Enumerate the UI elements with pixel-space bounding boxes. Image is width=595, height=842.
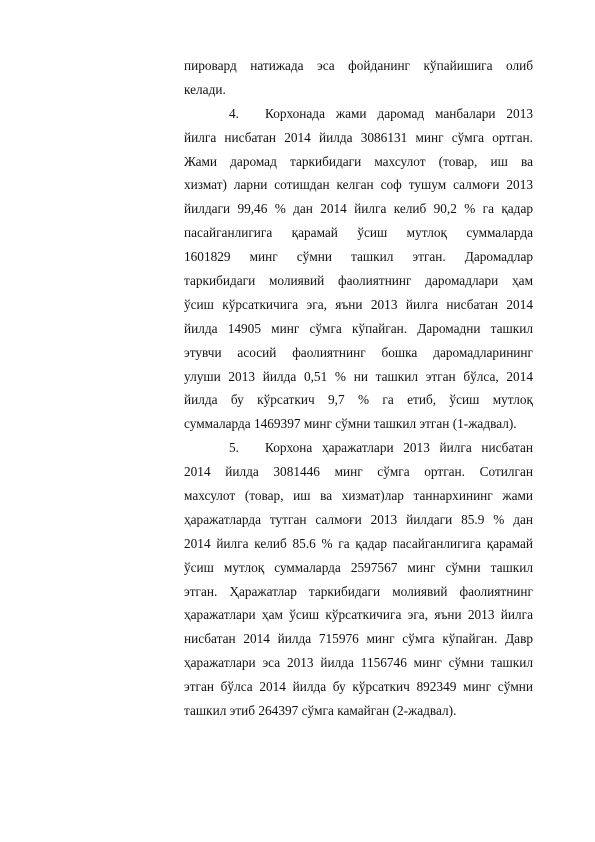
text-line: суммаларда 1469397 минг сўмни ташкил этган (1-жадвал).	[184, 416, 517, 432]
text-line: йилга нисбатан 2014 йилда 3086131 минг сўмга ортган.	[184, 129, 533, 145]
paragraph-first-line	[184, 102, 533, 126]
paragraph-first-line	[184, 436, 533, 460]
text-fragment: Корхона ҳаражатлари 2013 йилга нисбатан	[265, 440, 533, 456]
text-line: ҳаражатлари эса 2013 йилда 1156746 минг сўмни ташкил	[184, 655, 533, 671]
paragraph-item-5	[184, 436, 533, 723]
document-page	[184, 54, 533, 723]
text-line: пировард натижада эса фойданинг кўпайишига олиб	[184, 58, 533, 73]
text-line: ҳаражатлари ҳам ўсиш кўрсаткичига эга, яъни 2013 йилга	[184, 607, 533, 623]
text-line: ўсиш мутлоқ суммаларда 2597567 минг сўмни ташкил	[184, 559, 533, 575]
text-line: ташкил этиб 264397 сўмга камайган (2-жадвал).	[184, 703, 457, 719]
list-number: 4.	[229, 105, 239, 121]
text-line: Жами даромад таркибидаги махсулот (товар, иш ва	[184, 153, 533, 169]
text-line: ўсиш кўрсаткичига эга, яъни 2013 йилга нисбатан 2014	[184, 296, 533, 312]
text-line: таркибидаги молиявий фаолиятнинг даромадлари ҳам	[184, 273, 533, 289]
paragraph-item-4	[184, 102, 533, 436]
text-line: келади.	[184, 81, 226, 97]
text-line: нисбатан 2014 йилда 715976 минг сўмга кўпайган. Давр	[184, 631, 533, 647]
text-line: йилдаги 99,46 % дан 2014 йилга келиб 90,2 % га қадар	[184, 201, 533, 217]
text-line: этган бўлса 2014 йилда бу кўрсаткич 892349 минг сўмни	[184, 679, 533, 695]
text-line: этувчи асосий фаолиятнинг бошка даромадларининг	[184, 344, 533, 360]
text-line: хизмат) ларни сотишдан келган соф тушум салмоғи 2013	[184, 177, 533, 193]
text-line: 2014 йилда 3081446 минг сўмга ортган. Сотилган	[184, 464, 533, 480]
text-line: пасайганлигига қарамай ўсиш мутлоқ суммаларда	[184, 225, 533, 241]
text-line: махсулот (товар, иш ва хизмат)лар таннархининг жами	[184, 488, 533, 504]
text-line: 2014 йилга келиб 85.6 % га қадар пасайганлигига қарамай	[184, 535, 533, 551]
text-fragment: Корхонада жами даромад манбалари 2013	[265, 105, 533, 121]
list-number: 5.	[229, 440, 239, 456]
text-line: 1601829 минг сўмни ташкил этган. Даромадлар	[184, 249, 533, 265]
text-line: улуши 2013 йилда 0,51 % ни ташкил этган бўлса, 2014	[184, 368, 533, 384]
text-line: ҳаражатларда тутган салмоғи 2013 йилдаги 85.9 % дан	[184, 511, 533, 527]
text-line: этган. Ҳаражатлар таркибидаги молиявий фаолиятнинг	[184, 583, 533, 599]
text-line: йилда 14905 минг сўмга кўпайган. Даромадни ташкил	[184, 320, 533, 336]
text-line: йилда бу кўрсаткич 9,7 % га етиб, ўсиш мутлоқ	[184, 392, 533, 408]
